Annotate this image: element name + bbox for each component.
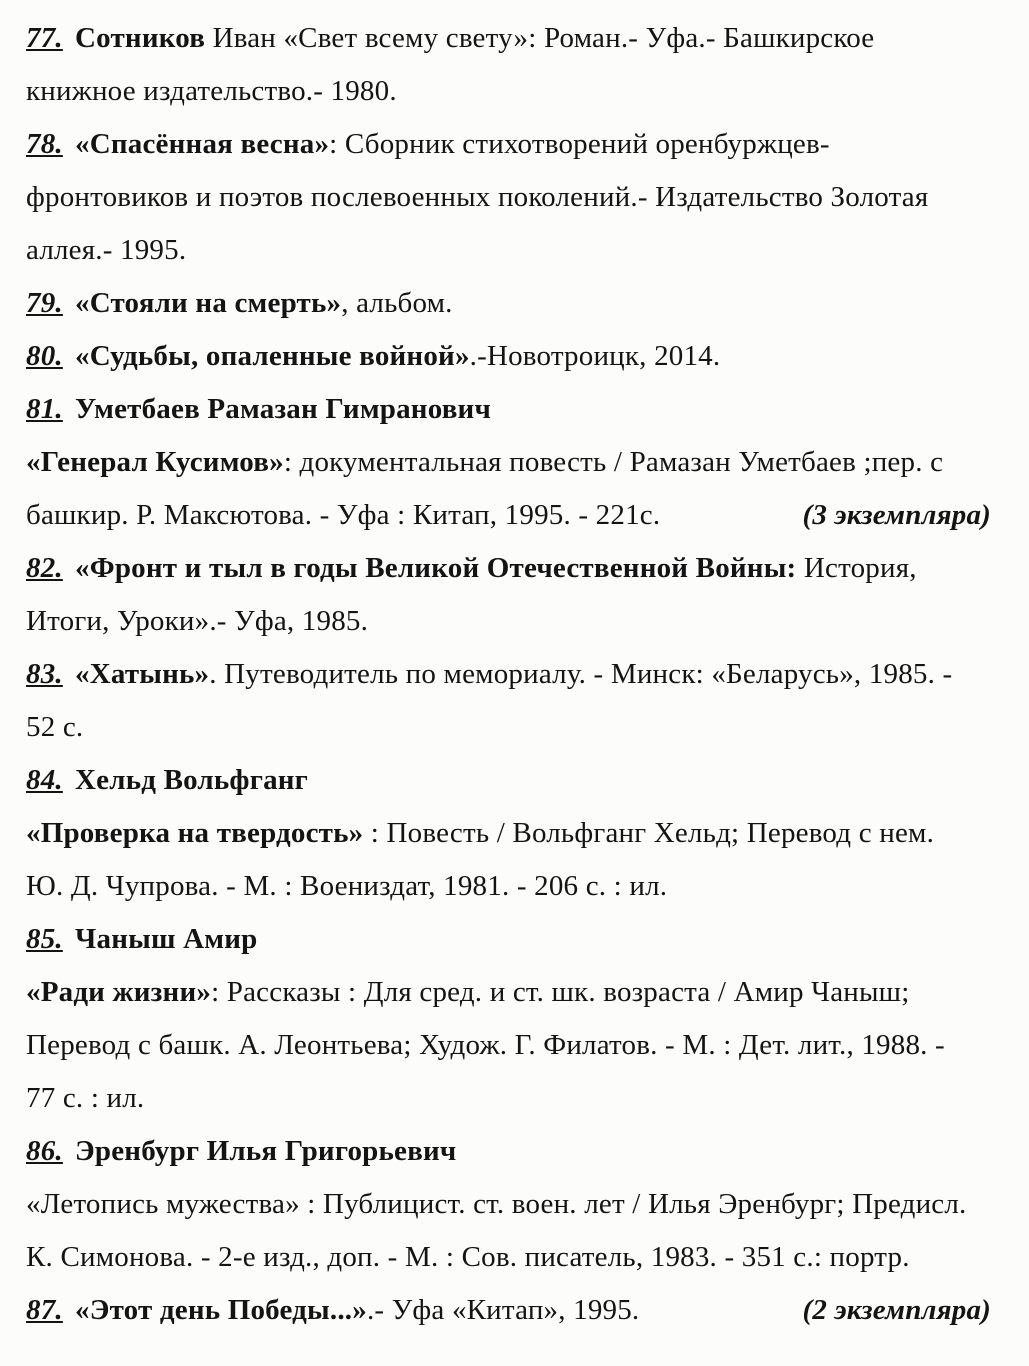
entry-line [26, 913, 1001, 966]
entry-text-segment: Уметбаев Рамазан Гимранович [75, 393, 492, 425]
entry-line [26, 1178, 1001, 1231]
bibliography-entry [26, 754, 1001, 913]
entry-text-segment: «Судьбы, опаленные войной» [75, 340, 470, 372]
entry-text-segment: .- Уфа «Китап», 1995. [366, 1294, 640, 1326]
entry-text-segment: «Стояли на смерть» [75, 287, 342, 319]
entry-text-segment: «Проверка на твердость» [26, 817, 364, 849]
entry-text-segment: Перевод с башк. А. Леонтьева; Худож. Г. Филатов. - М. : Дет. лит., 1988. - [26, 1029, 945, 1061]
entry-text-segment: Сотников [75, 22, 206, 54]
entry-text-segment: К. Симонова. - 2-е изд., доп. - М. : Сов. писатель, 1983. - 351 с.: портр. [26, 1241, 910, 1273]
entry-number: 84. [26, 764, 63, 796]
entry-text-segment: «Летопись мужества» : Публицист. ст. воен. лет / Илья Эренбург; Предисл. [26, 1188, 967, 1220]
bibliography-entry [26, 542, 1001, 648]
entry-line [26, 860, 1001, 913]
bibliography-entry [26, 913, 1001, 1125]
entry-text-segment: , альбом. [341, 287, 453, 319]
entry-line [26, 807, 1001, 860]
entry-number: 80. [26, 340, 63, 372]
entry-line [26, 224, 1001, 277]
entry-text-segment: 77 с. : ил. [26, 1082, 145, 1114]
copies-note: (3 экземпляра) [802, 499, 991, 531]
entry-number: 82. [26, 552, 63, 584]
entry-line [26, 118, 1001, 171]
entry-number: 85. [26, 923, 63, 955]
entry-text-segment: Хельд Вольфганг [75, 764, 309, 796]
entry-number: 79. [26, 287, 63, 319]
entry-line [26, 383, 1001, 436]
entry-line [26, 966, 1001, 1019]
entry-text-segment: «Хатынь» [75, 658, 210, 690]
bibliography-entry [26, 330, 1001, 383]
entry-text-segment: «Ради жизни» [26, 976, 212, 1008]
bibliography-entry [26, 1284, 1001, 1337]
bibliography-entry [26, 277, 1001, 330]
entry-line [26, 1284, 1001, 1337]
bibliography-list [26, 12, 1001, 1337]
entry-line [26, 489, 1001, 542]
entry-text-segment: 52 с. [26, 711, 84, 743]
entry-line [26, 1019, 1001, 1072]
entry-line [26, 12, 1001, 65]
entry-line [26, 1072, 1001, 1125]
entry-line [26, 277, 1001, 330]
bibliography-entry [26, 118, 1001, 277]
entry-text-segment: Чаныш Амир [75, 923, 258, 955]
bibliography-entry [26, 383, 1001, 542]
entry-line [26, 436, 1001, 489]
entry-text-segment: : Сборник стихотворений оренбуржцев- [329, 128, 830, 160]
entry-number: 77. [26, 22, 63, 54]
entry-text-segment: Иван «Свет всему свету»: Роман.- Уфа.- Башкирское [205, 22, 875, 54]
entry-text-segment: Эренбург Илья Григорьевич [75, 1135, 457, 1167]
entry-text-segment: : документальная повесть / Рамазан Уметбаев ;пер. с [283, 446, 944, 478]
entry-text-segment: аллея.- 1995. [26, 234, 187, 266]
entry-text-segment: .-Новотроицк, 2014. [469, 340, 721, 372]
entry-text-segment: «Этот день Победы...» [75, 1294, 367, 1326]
entry-number: 78. [26, 128, 63, 160]
entry-text-segment: . Путеводитель по мемориалу. - Минск: «Беларусь», 1985. - [209, 658, 953, 690]
copies-note: (2 экземпляра) [802, 1294, 991, 1326]
entry-text-segment: книжное издательство.- 1980. [26, 75, 397, 107]
entry-text-segment: «Генерал Кусимов» [26, 446, 284, 478]
entry-text-segment: «Фронт и тыл в годы Великой Отечественной Войны: [75, 552, 797, 584]
entry-text-segment: : Повесть / Вольфганг Хельд; Перевод с нем. [363, 817, 935, 849]
entry-text-segment: Ю. Д. Чупрова. - М. : Воениздат, 1981. - 206 с. : ил. [26, 870, 668, 902]
entry-number: 81. [26, 393, 63, 425]
bibliography-entry [26, 648, 1001, 754]
entry-line [26, 330, 1001, 383]
entry-line [26, 65, 1001, 118]
entry-line [26, 1231, 1001, 1284]
entry-line [26, 542, 1001, 595]
entry-text-segment: : Рассказы : Для сред. и ст. шк. возраста / Амир Чаныш; [211, 976, 910, 1008]
entry-text-segment: Итоги, Уроки».- Уфа, 1985. [26, 605, 369, 637]
entry-line [26, 754, 1001, 807]
entry-number: 86. [26, 1135, 63, 1167]
entry-number: 83. [26, 658, 63, 690]
entry-text-segment: История, [796, 552, 917, 584]
entry-number: 87. [26, 1294, 63, 1326]
bibliography-entry [26, 1125, 1001, 1284]
entry-line [26, 701, 1001, 754]
entry-line [26, 595, 1001, 648]
entry-line [26, 171, 1001, 224]
entry-text-segment: башкир. Р. Максютова. - Уфа : Китап, 1995. - 221с. [26, 499, 661, 531]
entry-line [26, 1125, 1001, 1178]
entry-line [26, 648, 1001, 701]
entry-text-segment: «Спасённая весна» [75, 128, 330, 160]
entry-text-segment: фронтовиков и поэтов послевоенных поколений.- Издательство Золотая [26, 181, 929, 213]
bibliography-entry [26, 12, 1001, 118]
